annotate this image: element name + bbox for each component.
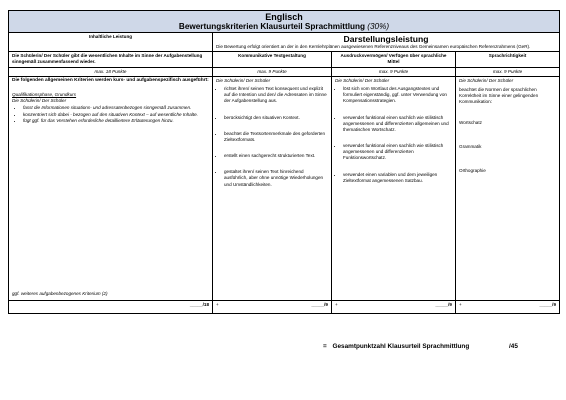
- communicative-criteria-list: [216, 86, 328, 188]
- criteria-table: [8, 10, 560, 314]
- presentation-description: Die Bewertung erfolgt orientiert an der in den Kernlehrplänen ausgewiesenen Referenzniveaus des Gemeinsamen europäischen Referenzrahmens (GeR).: [216, 44, 531, 49]
- total-label: Gesamtpunktzahl Klausurteil Sprachmittlung: [332, 343, 470, 350]
- content-score-cell[interactable]: [9, 300, 213, 313]
- correctness-score-slot: _____/9: [539, 301, 557, 307]
- correctness-lead: beachtet die Normen der sprachlichen Korrektheit im Sinne einer gelingenden Kommunikation:: [459, 86, 539, 105]
- expression-score-plus: +: [335, 301, 338, 307]
- criteria-body-row: [9, 76, 560, 300]
- content-score-max: /18: [202, 301, 209, 307]
- phase-label: Qualifikationsphase, Grundkurs: [12, 91, 77, 97]
- list-item: • fasst die Informationen situations- und adressatenbezogen sinngemäß zusammen.: [23, 105, 209, 111]
- total-value[interactable]: /45: [509, 343, 518, 350]
- header-row: [9, 11, 560, 33]
- presentation-section-title: Darstellungsleistung: [343, 34, 429, 44]
- correctness-max-points: max. 9 Punkte: [456, 67, 560, 76]
- correctness-criteria-cell: [456, 76, 560, 300]
- weight-label: (30%): [367, 22, 390, 31]
- list-item: Grammatik: [459, 143, 482, 149]
- col-correctness-title: Sprachrichtigkeit: [456, 52, 560, 67]
- communicative-score-plus: +: [216, 301, 219, 307]
- max-points-row: [9, 67, 560, 76]
- list-item: • löst sich vom Wortlaut des Ausgangstextes und formuliert eigenständig, ggf. unter Verwendung von Kompensationsstrategien.: [343, 86, 452, 105]
- communicative-score-slot: _____/9: [311, 301, 328, 307]
- header-cell: [9, 11, 560, 33]
- expression-score-slot: _____/9: [435, 301, 452, 307]
- score-row: [9, 300, 560, 313]
- sheet-title-text: Bewertungskriterien Klausurteil Sprachmittlung: [178, 22, 365, 31]
- content-section-title: Inhaltliche Leistung: [9, 33, 213, 52]
- list-item: • erstellt einen sachgerecht strukturierten Text.: [224, 153, 328, 159]
- communicative-student-label: Die Schülerin/ Der Schüler: [216, 77, 271, 83]
- col-expression-title: Ausdrucksvermögen/ Verfügen über sprachliche Mittel: [332, 52, 456, 67]
- content-intro: Die folgenden allgemeinen Kriterien werden kurs- und aufgabenspezifisch ausgeführt:: [12, 77, 209, 83]
- content-student-label: Die Schülerin/ Der Schüler: [12, 98, 67, 104]
- list-item: • konzentriert sich dabei - bezogen auf den situativen Kontext – auf wesentliche Inhalte.: [23, 112, 209, 118]
- list-item: • verwendet funktional einen sachlich wie stilistisch angemessenen und differenzierten allgemeinen und thematischen Wortschatz.: [343, 115, 452, 134]
- list-item: • verwendet funktional einen sachlich wie stilistisch angemessenen und differenzierten Funktionswortschatz.: [343, 143, 452, 162]
- further-criterion: ggf. weiteres aufgabenbezogenes Kriterium (2): [12, 290, 108, 296]
- expression-max-points: max. 9 Punkte: [332, 67, 456, 76]
- list-item: • fügt ggf. für das Verstehen erforderliche detailliertere Erläuterungen hinzu.: [23, 118, 209, 124]
- subject-title: Englisch: [265, 12, 303, 22]
- correctness-score-max: /9: [552, 301, 557, 307]
- communicative-score-max: /9: [324, 301, 328, 307]
- list-item: Orthographie: [459, 167, 486, 173]
- evaluation-sheet: [8, 10, 559, 314]
- list-item: • beachtet die Textsortenmerkmale des geforderten Zieltextformats.: [224, 131, 328, 143]
- list-item: • berücksichtigt den situativen Kontext.: [224, 115, 328, 121]
- subheading-row: [9, 52, 560, 67]
- content-requirement: Die Schülerin/ Der Schüler gibt die wesentlichen Inhalte im Sinne der Aufgabenstellung sinngemäß zusammenfassend wieder.: [9, 52, 213, 67]
- correctness-score-plus: +: [459, 301, 462, 307]
- expression-score-max: /9: [448, 301, 452, 307]
- communicative-criteria-cell: [213, 76, 332, 300]
- communicative-score-cell[interactable]: [213, 300, 332, 313]
- list-item: • gestaltet ihren/ seinen Text hinreichend ausführlich, aber ohne unnötige Wiederholungen und Umständlichkeiten.: [224, 169, 328, 188]
- content-criteria-cell: [9, 76, 213, 300]
- communicative-max-points: max. 9 Punkte: [213, 67, 332, 76]
- list-item: • verwendet einen variablen und dem jeweiligen Zieltextformat angemessenen Satzbau.: [343, 172, 452, 184]
- content-score-slot: _____/18: [189, 301, 209, 307]
- content-criteria-list: [12, 105, 209, 124]
- list-item: Wortschatz: [459, 119, 482, 125]
- sheet-title: [12, 22, 556, 31]
- expression-student-label: Die Schülerin/ Der Schüler: [335, 77, 390, 83]
- correctness-student-label: Die Schülerin/ Der Schüler: [459, 77, 514, 83]
- correctness-score-cell[interactable]: [456, 300, 560, 313]
- expression-criteria-cell: [332, 76, 456, 300]
- expression-criteria-list: [335, 86, 452, 184]
- col-communicative-title: Kommunikative Textgestaltung: [213, 52, 332, 67]
- expression-score-cell[interactable]: [332, 300, 456, 313]
- content-max-points: max. 18 Punkte: [9, 67, 213, 76]
- total-equals: =: [323, 343, 327, 350]
- list-item: • richtet ihren/ seinen Text konsequent und explizit auf die Intention und den/ die Adressaten im Sinne der Aufgabenstellung aus.: [224, 86, 328, 105]
- section-title-row: [9, 33, 560, 52]
- total-score-line: [323, 343, 518, 350]
- presentation-section-header: [213, 33, 560, 52]
